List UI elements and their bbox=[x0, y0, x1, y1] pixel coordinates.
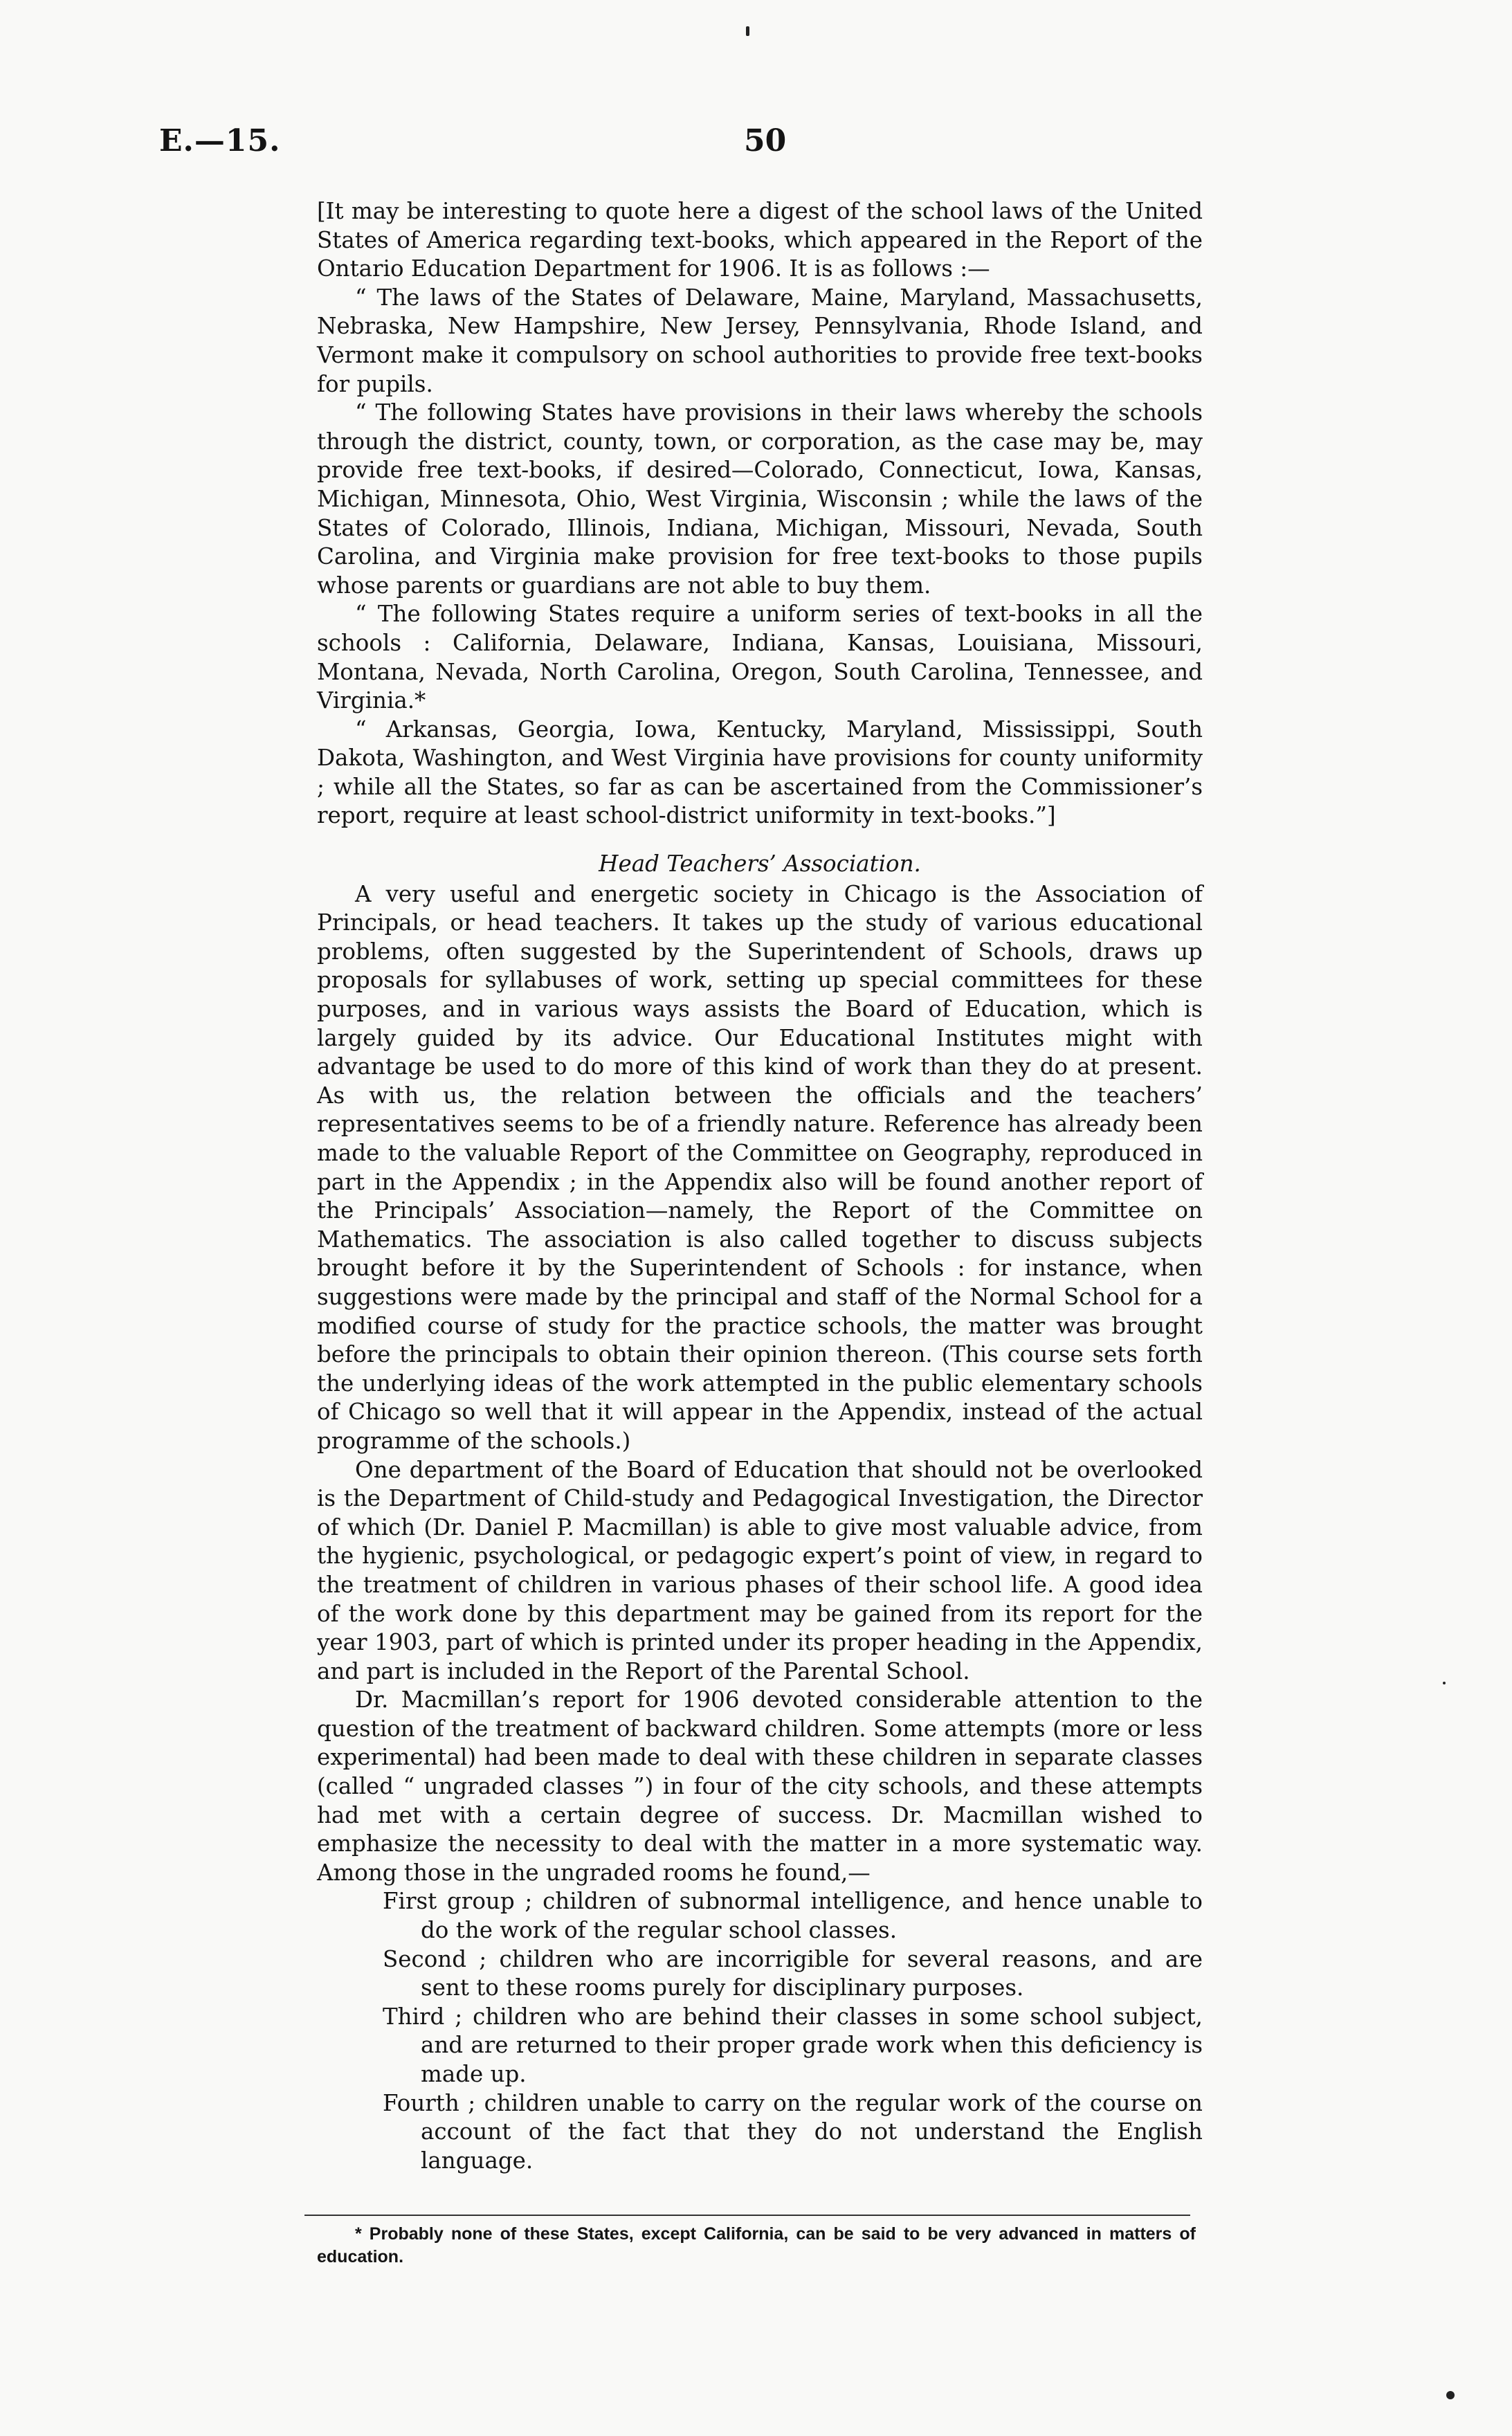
page-reference: E.—15. bbox=[159, 123, 281, 158]
digest-quote-free-textbooks: “ The laws of the States of Delaware, Maine, Maryland, Massachusetts, Nebraska, New Hampshire, New Jersey, Pennsylvania, Rhode Island, and Vermont make it compulsory on school authorities to provide free text-books for pupils. bbox=[317, 284, 1203, 397]
paragraph-child-study: One department of the Board of Education that should not be overlooked is the Department of Child-study and Pedagogical Investigation, the Director of which (Dr. Daniel P. Macmillan) is able to give most valuable advice, from the hygienic, psychological, or pedagogic expert’s point of view, in regard to the treatment of children in various phases of their school life. A good idea of the work done by this department may be gained from its report for the year 1903, part of which is printed under its proper heading in the Appendix, and part is included in the Report of the Parental School. bbox=[317, 1456, 1203, 1684]
group-item: First group ; children of subnormal intelligence, and hence unable to do the work of the regular school classes. bbox=[383, 1888, 1203, 1944]
group-item: Second ; children who are incorrigible for several reasons, and are sent to these rooms purely for disciplinary purposes. bbox=[383, 1945, 1203, 2001]
scan-speck bbox=[1443, 1682, 1446, 1684]
group-list bbox=[317, 1887, 1203, 2175]
group-item: Fourth ; children unable to carry on the regular work of the course on account of the fact that they do not understand the English language. bbox=[383, 2089, 1203, 2174]
footnote: * Probably none of these States, except California, can be said to be very advanced in matters of education. bbox=[317, 2224, 1196, 2266]
group-item: Third ; children who are behind their classes in some school subject, and are returned to their proper grade work when this deficiency is made up. bbox=[383, 2003, 1203, 2087]
body-text bbox=[317, 197, 1203, 2175]
scan-speck bbox=[1446, 2391, 1455, 2399]
digest-quote-uniform-series: “ The following States require a uniform series of text-books in all the schools : California, Delaware, Indiana, Kansas, Louisiana, Missouri, Montana, Nevada, North Carolina, Oregon, South Carolina, Tennessee, and Virginia.* bbox=[317, 601, 1203, 714]
page-number: 50 bbox=[744, 123, 787, 158]
digest-quote-county-uniformity: “ Arkansas, Georgia, Iowa, Kentucky, Maryland, Mississippi, South Dakota, Washington, and West Virginia have provisions for county uniformity ; while all the States, so far as can be ascertained from the Commissioner’s report, require at least school-district uniformity in text-books.”] bbox=[317, 716, 1203, 829]
scan-speck bbox=[746, 26, 749, 36]
digest-intro: [It may be interesting to quote here a digest of the school laws of the United States of America regarding text-books, which appeared in the Report of the Ontario Education Department for 1906. It is as follows :— bbox=[317, 198, 1203, 282]
footnote-divider bbox=[304, 2215, 1190, 2216]
section-heading: Head Teachers’ Association. bbox=[599, 851, 921, 878]
digest-quote-optional-provisions: “ The following States have provisions in their laws whereby the schools through the district, county, town, or corporation, as the case may be, may provide free text-books, if desired—Colorado, Connecticut, Iowa, Kansas, Michigan, Minnesota, Ohio, West Virginia, Wisconsin ; while the laws of the States of Colorado, Illinois, Indiana, Michigan, Missouri, Nevada, South Carolina, and Virginia make provision for free text-books to those pupils whose parents or guardians are not able to buy them. bbox=[317, 399, 1203, 599]
paragraph-backward-children: Dr. Macmillan’s report for 1906 devoted considerable attention to the question of the treatment of backward children. Some attempts (more or less experimental) had been made to deal with these children in separate classes (called “ ungraded classes ”) in four of the city schools, and these attempts had met with a certain degree of success. Dr. Macmillan wished to emphasize the necessity to deal with the matter in a more systematic way. Among those in the ungraded rooms he found,— bbox=[317, 1687, 1203, 1886]
paragraph-association: A very useful and energetic society in Chicago is the Association of Principals, or head teachers. It takes up the study of various educational problems, often suggested by the Superintendent of Schools, draws up proposals for syllabuses of work, setting up special committees for these purposes, and in various ways assists the Board of Education, which is largely guided by its advice. Our Educational Institutes might with advantage be used to do more of this kind of work than they do at present. As with us, the relation between the officials and the teachers’ representatives seems to be of a friendly nature. Reference has already been made to the valuable Report of the Committee on Geography, reproduced in part in the Appendix ; in the Appendix also will be found another report of the Principals’ Association—namely, the Report of the Committee on Mathematics. The association is also called together to discuss subjects brought before it by the Superintendent of Schools : for instance, when suggestions were made by the principal and staff of the Normal School for a modified course of study for the practice schools, the matter was brought before the principals to obtain their opinion thereon. (This course sets forth the underlying ideas of the work attempted in the public elementary schools of Chicago so well that it will appear in the Appendix, instead of the actual programme of the schools.) bbox=[317, 880, 1203, 1454]
